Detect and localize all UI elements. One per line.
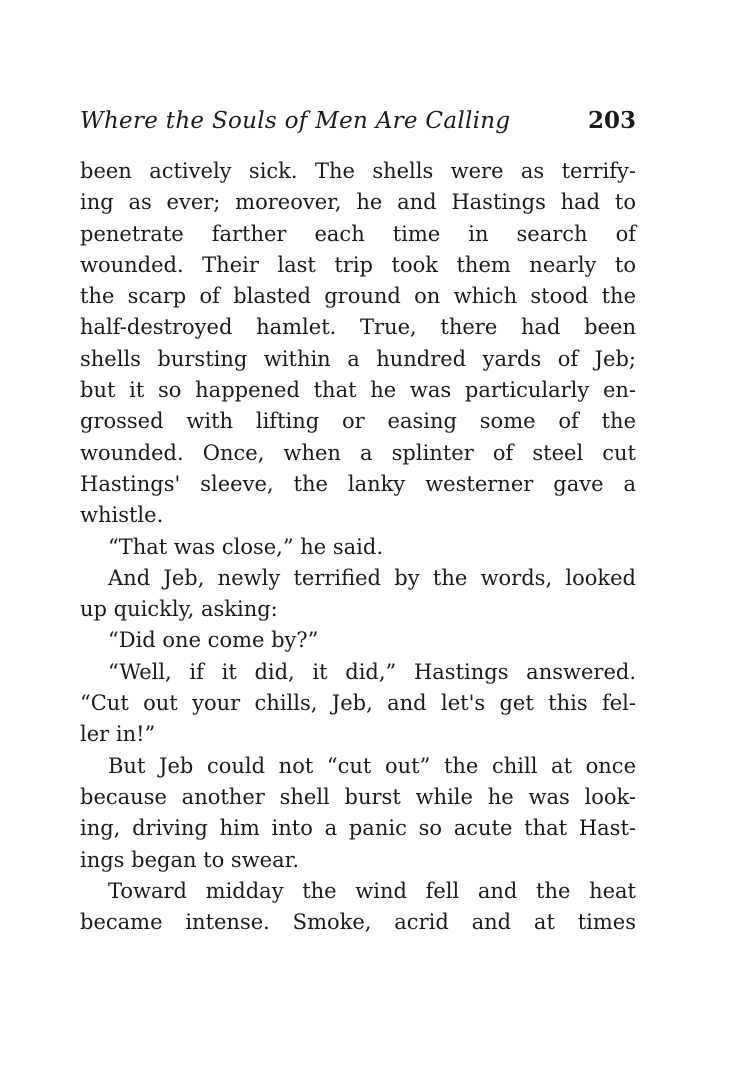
text-line: the scarp of blasted ground on which stood the [80,284,636,309]
text-line: wounded. Their last trip took them nearly to [80,252,636,277]
text-line: “Well, if it did, it did,” Hastings answered. [108,659,636,684]
text-line: because another shell burst while he was look- [80,784,636,809]
book-page [80,106,636,938]
text-line: “Cut out your chills, Jeb, and let's get this fel- [80,691,636,716]
text-line: became intense. Smoke, acrid and at times [80,910,636,935]
text-line: up quickly, asking: [80,597,278,622]
text-line: “That was close,” he said. [108,534,384,559]
text-line: ing, driving him into a panic so acute that Hast- [80,816,636,841]
text-line: been actively sick. The shells were as terrify- [80,159,636,183]
text-line: wounded. Once, when a splinter of steel cut [80,440,636,465]
text-line: shells bursting within a hundred yards of Jeb; [80,346,636,371]
text-line: ings began to swear. [80,847,300,872]
text-line: But Jeb could not “cut out” the chill at once [108,753,636,778]
text-line: half-destroyed hamlet. True, there had been [80,315,636,340]
text-line: Toward midday the wind fell and the heat [108,878,636,903]
text-line: “Did one come by?” [108,628,319,653]
text-line: penetrate farther each time in search of [80,221,636,246]
page-number: 203 [587,107,636,134]
text-line: but it so happened that he was particularly en- [80,378,636,403]
text-line: grossed with lifting or easing some of the [80,409,636,434]
text-line: whistle. [80,503,164,528]
body-text [80,156,636,938]
text-line: ler in!” [80,722,156,747]
text-line: Hastings' sleeve, the lanky westerner gave a [80,471,636,496]
text-line: ing as ever; moreover, he and Hastings had to [80,190,636,215]
running-head [80,106,636,136]
running-title: Where the Souls of Men Are Calling [80,108,511,134]
text-line: And Jeb, newly terrified by the words, looked [108,565,636,590]
